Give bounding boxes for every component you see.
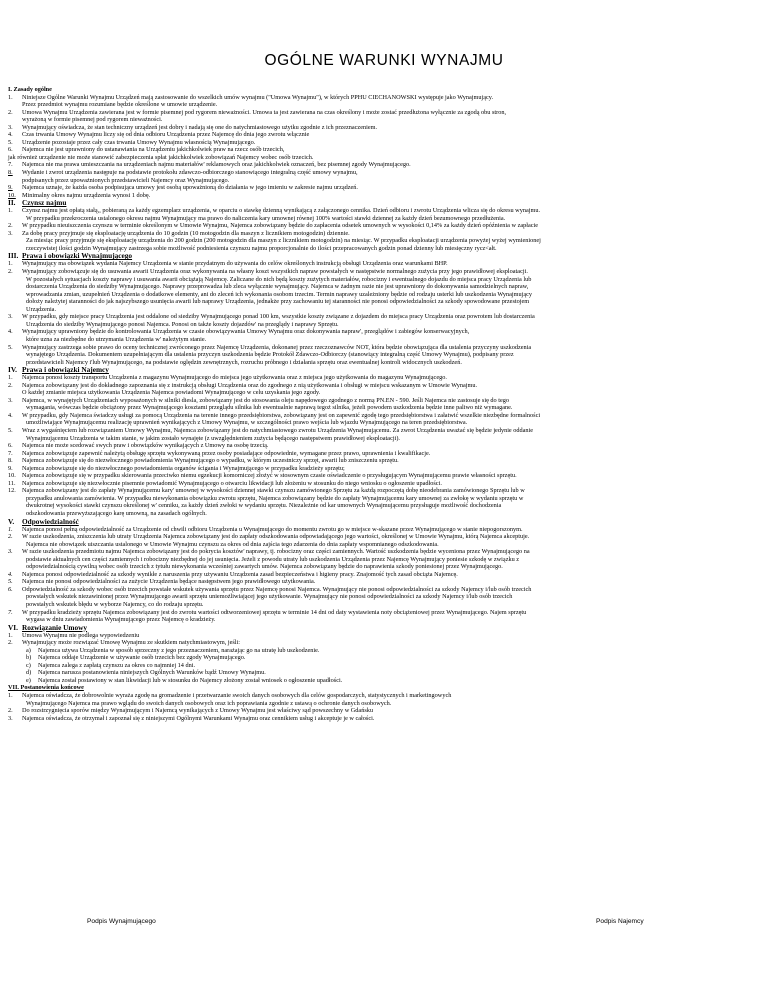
text-line bbox=[8, 177, 756, 185]
item-text: umożliwiające Wynajmującemu realizację uprawnień wynikających z Umowy Wynajmu, w szczególności prawo wejścia lub wjazdu Wynajmującego na teren przedsiębiorstwa. bbox=[26, 419, 468, 427]
text-line bbox=[8, 510, 756, 518]
text-line bbox=[8, 692, 756, 700]
text-line bbox=[8, 632, 756, 640]
section-heading: VII. Postanowienia końcowe bbox=[8, 684, 84, 692]
text-line bbox=[8, 647, 756, 655]
item-text: W przypadku, gdy miejsce pracy Urządzenia jest oddalone od siedziby Wynajmującego ponad 100 km, wszystkie koszty związane z dojazdem do miejsca pracy Urządzenia oraz powrotem lub dostarczenia bbox=[22, 313, 535, 321]
item-text: Niniejsze Ogólne Warunki Wynajmu Urządzeń mają zastosowanie do wszelkich umów wynajmu ("Umowa Wynajmu"), w których PPHU CIECHANOWSKI występuje jako Wynajmujący. bbox=[22, 93, 494, 101]
item-text: Najemca zalega z zapłatą czynszu za okres co najmniej 14 dni. bbox=[38, 661, 196, 669]
section-number: III. bbox=[8, 251, 19, 261]
text-line bbox=[8, 161, 756, 169]
text-line bbox=[8, 526, 756, 534]
item-text: Najemca zobowiązuje zapewnić należytą obsługę sprzętu wykonywaną przez osoby posiadające odpowiednie, wymagane przez prawo, uprawnienia i kwalifikacje. bbox=[22, 449, 431, 457]
section-heading: I. Zasady ogólne bbox=[8, 86, 52, 93]
text-line bbox=[8, 669, 756, 677]
text-line bbox=[8, 351, 756, 359]
item-text: Najemca nie ma prawa umieszczania na urządzeniach najmu materiałów' reklamowych oraz jakichkolwiek oznaczeń, bez pisemnej zgody Wynajmującego. bbox=[22, 161, 411, 169]
item-text: Najemca oddaje Urządzenie w używanie osób trzecich bez zgody Wynajmującego. bbox=[38, 654, 246, 662]
text-line bbox=[8, 366, 756, 374]
item-text: odszkodowania przewyższającego karę umowną, na zasadach ogólnych. bbox=[26, 509, 207, 517]
item-text: przedstawicieli Najemcy i'lub Wynajmującego, na podstawie oględzin zewnętrznych, rozruchu próbnego i działania sprzętu oraz ewentualnej kontroli widocznych uszkodzeń. bbox=[26, 358, 462, 366]
item-number: 3. bbox=[8, 229, 13, 237]
item-number: 2. bbox=[8, 707, 13, 715]
text-line bbox=[8, 480, 756, 488]
item-text: O każdej zmianie miejsca użytkowania Urządzenia Najemca powiadomi Wynajmującego w celu uzyskania jego zgody. bbox=[22, 389, 321, 397]
item-text: Urządzenie pozostaje przez cały czas trwania Umowy Wynajmu własnością Wynajmującego. bbox=[22, 138, 256, 146]
item-number: 9. bbox=[8, 184, 13, 192]
text-line bbox=[8, 199, 756, 207]
text-line bbox=[8, 450, 756, 458]
text-line bbox=[8, 487, 756, 495]
item-text: Wynajmujący zobowiązuje się do usuwania awarii Urządzenia oraz wykonywania na własny koszt wszystkich napraw powstałych w następstwie normalnego zużycia przy jego prawidłowej eksploatacji. bbox=[22, 268, 528, 276]
text-line bbox=[8, 556, 756, 564]
item-text: wymagania, wówczas będzie obciążony przez Wynajmującego kosztami przeglądu silnika lub ewentualnie naprawą tegoż silnika, jeżeli powodem uszkodzenia będzie inne paliwo niż wymagane. bbox=[26, 404, 513, 412]
text-line bbox=[8, 344, 756, 352]
item-text: powstałych wskutek niezawinionej przez Wynajmującego awarii sprzętu uniemożliwiającej jego użytkowanie. Wynajmujący nie ponosi odpowiedzialności za szkody Najemcy i/lub osób trzecich bbox=[26, 593, 513, 601]
text-line bbox=[8, 389, 756, 397]
text-line bbox=[8, 700, 756, 708]
item-number: 1. bbox=[8, 207, 13, 215]
section-number: II. bbox=[8, 198, 16, 208]
item-text: Czas trwania Umowy Wynajmu liczy się od dnia odbioru Urządzenia przez Najemcę do dnia jego zwrotu włącznie bbox=[22, 131, 310, 139]
item-number: 12. bbox=[8, 487, 16, 495]
item-number: 7. bbox=[8, 449, 13, 457]
item-text: Najemca został postawiony w stan likwidacji lub w stosunku do Najemcy złożony został wniosek o ogłoszenie upadłości. bbox=[38, 676, 343, 684]
item-number: 8. bbox=[8, 169, 13, 177]
text-line bbox=[8, 571, 756, 579]
item-number: 6. bbox=[8, 146, 13, 154]
text-line bbox=[8, 207, 756, 215]
text-line bbox=[8, 442, 756, 450]
section-title: Prawa i obowiązki Wynajmującego bbox=[22, 251, 133, 261]
text-line bbox=[8, 419, 756, 427]
item-number: 2. bbox=[8, 268, 13, 276]
text-line bbox=[8, 548, 756, 556]
text-line bbox=[8, 382, 756, 390]
item-text: Wynajmującemu Urządzenia w takim stanie, w jakim zostało wynajęte (z uwzględnieniem zużycia będącego następstwem prawidłowej eksploatacji). bbox=[26, 434, 400, 442]
item-text: Umowa Wynajmu nie podlega wypowiedzeniu bbox=[22, 631, 140, 639]
item-number: 8. bbox=[8, 457, 13, 465]
lessor-signature-label: Podpis Wynajmującego bbox=[87, 918, 156, 925]
item-text: Za dobę pracy przyjmuje się eksploatację urządzenia do 10 godzin (10 motogodzin dla maszyn z licznikiem motogodzin) dziennie. bbox=[22, 229, 350, 237]
item-number: 1. bbox=[8, 93, 13, 101]
text-line bbox=[8, 184, 756, 192]
text-line bbox=[8, 237, 756, 245]
item-number: 6. bbox=[8, 442, 13, 450]
text-line bbox=[8, 109, 756, 117]
document-title: OGÓLNE WARUNKI WYNAJMU bbox=[264, 52, 504, 69]
item-number: 5. bbox=[8, 138, 13, 146]
item-number: 2. bbox=[8, 222, 13, 230]
text-line bbox=[8, 684, 756, 692]
item-text: Najemca zobowiązany jest do dokładnego zapoznania się z instrukcją obsługi Urządzenia oraz do zgodnego z nią użytkowania i obsługi w miejscu wskazanym w Umowie Wynajmu. bbox=[22, 381, 478, 389]
text-line bbox=[8, 435, 756, 443]
item-text: dwukrotnej wysokości stawki czynszu określonej w' cenniku, za każdy dzień zwłoki w wydaniu sprzętu. Niezależnie od kar umownych Wynajmującemu przysługuje możliwość dochodzenia bbox=[26, 502, 502, 510]
text-line bbox=[8, 677, 756, 685]
item-number: 3. bbox=[8, 714, 13, 722]
text-line bbox=[8, 116, 756, 124]
item-number: 5. bbox=[8, 343, 13, 351]
item-text: które uzna za niezbędne do utrzymania Urządzenia w' należytym stanie. bbox=[26, 335, 207, 343]
item-text: W razie uszkodzenia, zniszczenia lub utraty Urządzenia Najemca zobowiązany jest do zapłaty odszkodowania odpowiadającego jego wartości, określonej w Umowie Wynajmu, którą Najemca akceptuje. bbox=[22, 533, 530, 541]
item-text: W pozostałych sytuacjach koszty naprawy i usuwania awarii obciążają Najemcę. Zaliczane do nich będą koszty zużytych materiałów, robocizny i ewentualnego dojazdu do miejsca pracy Urządzenia lub bbox=[26, 275, 532, 283]
text-line bbox=[8, 192, 756, 200]
text-line bbox=[8, 131, 756, 139]
text-line bbox=[8, 578, 756, 586]
item-text: Umowa Wynajmu Urządzenia zawierana jest w formie pisemnej pod rygorem nieważności. Umowa ta jest zawierana na czas określony i może zostać przedłużona wyłącznie za zgodą obu stron, bbox=[22, 108, 507, 116]
item-text: dołoży należytej staranności do jak najszybszego usunięcia awarii lub naprawy Urządzenia, jednakże przy zachowaniu tej staranności nie ponosi odpowiedzialności za szkody spowodowane przestojem bbox=[26, 298, 530, 306]
item-text: Najemca ponosi pełną odpowiedzialność za Urządzenie od chwili odbioru Urządzenia u Wynajmującego do momentu zwrotu go w miejsce w-skazane przez Wynajmującego w stanie niepogorszonym. bbox=[22, 525, 523, 533]
item-text: Wynajmujący zastrzega sobie prawo do oceny technicznej zwróconego przez Najemcę Urządzenia, dokonanej przez rzeczoznawców NOT, która będzie obowiązująca dla ustalenia przyczyny uszkodzenia bbox=[22, 343, 532, 351]
text-line bbox=[8, 465, 756, 473]
text-line bbox=[8, 662, 756, 670]
item-text: Najemca ponosi odpowiedzialność za szkody wynikłe z naruszenia przy używaniu Urządzenia zasad bezpieczeństwa i higieny pracy. Znajomość tych zasad obciąża Najemcę. bbox=[22, 570, 458, 578]
item-text: wygasa w dniu zawiadomienia Wynajmującego przez Najemcę o kradzieży. bbox=[26, 616, 216, 624]
section-number: V. bbox=[8, 516, 15, 526]
text-line bbox=[8, 495, 756, 503]
document-body bbox=[8, 86, 756, 722]
item-text: W razie uszkodzenia przedmiotu najmu Najemca zobowiązany jest do pokrycia kosztów' naprawy, tj. robocizny oraz części zamiennych. Wartość uszkodzenia będzie wyceniona przez Wynajmującego na bbox=[22, 548, 530, 556]
item-text: Najemca nie może scedować swych praw i obowiązków wynikających z Umowy na osobę trzecią. bbox=[22, 442, 269, 450]
text-line bbox=[8, 639, 756, 647]
text-line bbox=[8, 328, 756, 336]
item-text: Najemca zobowiązuje się do niezwłocznego powiadomienia organów ścigania i Wynajmującego w przypadku kradzieży sprzętu; bbox=[22, 464, 345, 472]
item-text: Najemca nie obowiązek uiszczania ustalonego w Umowie Wynajmu czynszu za okres od dnia zajścia tego zdarzenia do dnia zapłaty wspomnianego odszkodowania. bbox=[26, 540, 439, 548]
item-number: 3. bbox=[8, 548, 13, 556]
item-text: Najemca oświadcza, że dobrowolnie wyraża zgodę na gromadzenie i przetwarzanie swoich danych osobowych dla celów gospodarczych, statystycznych i marketingowych bbox=[22, 692, 452, 700]
item-text: podstawie aktualnych cen części zamiennych i robocizny niezbędnej do jej usunięcia. Jeżeli z powodu utraty lub uszkodzenia Urządzenia przez Najemcę Wynajmujący poniesie szkodę w związku z bbox=[26, 555, 520, 563]
item-text: dostarczenia Urządzenia do siedziby Wynajmującego. Naprawy przeprowadza lub zleca wyłącznie wynajmujący. Najemca w żadnym razie nie jest uprawniony do dokonywania samodzielnych napraw, bbox=[26, 283, 529, 291]
text-line bbox=[8, 359, 756, 367]
text-line bbox=[8, 268, 756, 276]
text-line bbox=[8, 336, 756, 344]
text-line bbox=[8, 154, 756, 162]
item-number: b) bbox=[26, 654, 32, 662]
text-line bbox=[8, 624, 756, 632]
text-line bbox=[8, 533, 756, 541]
text-line bbox=[8, 609, 756, 617]
item-number: 3. bbox=[8, 396, 13, 404]
item-number: 5. bbox=[8, 426, 13, 434]
item-text: W przypadku przekroczenia ustalonego okresu najmu Wynajmujący ma prawo do naliczenia kary umownej równej 100% wartości stawki dziennej za każdy dzień bezumownego przedłużenia. bbox=[26, 214, 506, 222]
item-text: wyrażoną w formie pisemnej pod rygorem nieważności. bbox=[22, 116, 163, 124]
item-number: 1. bbox=[8, 374, 13, 382]
item-text: Minimalny okres najmu urządzenia wynosi 1 dobę. bbox=[22, 191, 151, 199]
item-number: 9. bbox=[8, 464, 13, 472]
text-line bbox=[8, 146, 756, 154]
item-text: Najemca zobowiązany jest do zapłaty Wynajmującemu kary' umownej w wysokości dziennej stawki czynszu zamówionego Sprzętu za każdą rozpoczętą dobę nieodebrania zamówionego Sprzętu lub w bbox=[22, 487, 525, 495]
item-text: powstałych wskutek błędu w wyborze Najemcy, co do rodzaju sprzętu. bbox=[26, 601, 204, 608]
text-line bbox=[8, 563, 756, 571]
item-number: 2. bbox=[8, 533, 13, 541]
section-number: VI. bbox=[8, 622, 18, 632]
item-number: 4. bbox=[8, 328, 13, 336]
item-number: 3. bbox=[8, 313, 13, 321]
text-line bbox=[8, 169, 756, 177]
item-text: Wynajmującego Najemca ma prawo wglądu do swoich danych osobowych oraz ich poprawiania zgodnie z ustawą o ochronie danych osobowych. bbox=[26, 699, 392, 707]
item-text: Do rozstrzygnięcia sporów między Wynajmującym i Najemcą wynikających z Umowy Wynajmu jest właściwy sąd powszechny w Gdańsku bbox=[22, 707, 374, 715]
item-number: a) bbox=[26, 646, 31, 654]
item-text: Najemca ponosi koszty transportu Urządzenia z magazynu Wynajmującego do miejsca jego użytkowania oraz z miejsca jego użytkowania do magazynu Wynajmującego. bbox=[22, 374, 447, 382]
text-line bbox=[8, 412, 756, 420]
item-number: e) bbox=[26, 676, 31, 684]
item-number: 7. bbox=[8, 608, 13, 616]
text-line bbox=[8, 94, 756, 102]
item-number: 4. bbox=[8, 411, 13, 419]
text-line bbox=[8, 260, 756, 268]
item-text: wynajętego Urządzenia. Dokumentem uzupełniającym dla ustalenia przyczyn uszkodzenia będzie Protokół Zdawczo-Odbiorczy (stanowiący integralną część Umowy Wynajmu), podpisany przez bbox=[26, 351, 514, 359]
item-text: Najemca uznaje, że każda osoba podpisująca umowy jest osobą upoważnioną do działania w jego imieniu w zakresie najmu urządzeń. bbox=[22, 184, 358, 192]
text-line bbox=[8, 291, 756, 299]
item-number: 1. bbox=[8, 260, 13, 268]
item-number: 10. bbox=[8, 191, 16, 199]
item-number: 2. bbox=[8, 381, 13, 389]
section-title: Czynsz najmu bbox=[22, 198, 67, 208]
item-text: Najemca narusza postanowienia niniejszych Ogólnych Warunków bądź Umowy Wynajmu. bbox=[38, 669, 266, 677]
text-line bbox=[8, 541, 756, 549]
item-text: Najemca nie jest uprawniony do ustanawiania na Urządzeniu jakichkolwiek praw na rzecz osób trzecich, bbox=[22, 146, 285, 154]
section-title: Prawa i obowiązki Najemcy bbox=[22, 365, 109, 375]
item-number: 5. bbox=[8, 578, 13, 586]
item-text: Najemca używa Urządzenia w sposób sprzeczny z jego przeznaczeniem, narażając go na utratę lub uszkodzenie. bbox=[38, 646, 320, 654]
item-text: Najemca oświadcza, że otrzymał i zapoznał się z niniejszymi Ogólnymi Warunkami Wynajmu oraz cennikiem usług i akceptuje je w całości. bbox=[22, 714, 375, 722]
text-line bbox=[8, 593, 756, 601]
section-title: Odpowiedzialność bbox=[22, 516, 79, 526]
item-number: 2. bbox=[8, 639, 13, 647]
text-line bbox=[8, 306, 756, 314]
item-text: Czynsz najmu jest opłatą stałą,, pobieraną za każdy egzemplarz urządzenia, w oparciu o stawkę dzienną wynikającą z załączonego cennika. Dzień odbioru i zwrotu Urządzenia wlicza się do okresu wynajmu. bbox=[22, 207, 541, 215]
item-number: 11. bbox=[8, 479, 16, 487]
item-text: W przypadku, gdy Najemca świadczy usługi za pomocą Urządzenia na terenie innego przedsiębiorstwa, zobowiązany jest on zapewnić zgodę tego przedsiębiorstwa i załatwić wszelkie niezbędne formalności bbox=[22, 411, 541, 419]
section-title: Rozwiązanie Umowy bbox=[22, 622, 88, 632]
item-number: 2. bbox=[8, 108, 13, 116]
item-text: W przypadku nieuiszczenia czynszu w terminie określonym w Umowie Wynajmu, Najemca zobowiązany będzie do zapłacenia odsetek umownych w wysokości 0,14% za każdy dzień opóźnienia w zapłacie bbox=[22, 222, 539, 230]
text-line bbox=[8, 457, 756, 465]
text-line bbox=[8, 472, 756, 480]
text-line bbox=[8, 601, 756, 609]
item-text: Najemca nie ponosi odpowiedzialności za zużycie Urządzenia będące następstwem jego prawidłowego użytkowania. bbox=[22, 578, 316, 586]
text-line bbox=[8, 707, 756, 715]
item-text: Odpowiedzialność za szkody wobec osób trzecich powstałe wskutek używania sprzętu przez Najemcę ponosi Najemca. Wynajmujący nie ponosi odpowiedzialności za szkody Najemcy i/lub osób trzecich bbox=[22, 585, 532, 593]
text-line bbox=[8, 139, 756, 147]
text-line bbox=[8, 101, 756, 109]
text-line bbox=[8, 252, 756, 260]
item-text: Najemca zobowiązuje się w przypadku skierowania przeciwko niemu egzekucji komorniczej złożyć w stosownym czasie oświadczenie o przysługującym Wynajmującemu prawie własności sprzętu. bbox=[22, 472, 517, 480]
text-line bbox=[8, 124, 756, 132]
item-text: Wynajmujący uprawniony będzie do kontrolowania Urządzenia w czasie obowiązywania Umowy Wynajmu oraz dokonywania napraw', przeglądów i zabiegów konserwacyjnych, bbox=[22, 328, 470, 336]
text-line bbox=[8, 86, 756, 94]
item-text: Wynajmujący oświadcza, że stan techniczny urządzeń jest dobry i nadają się one do natychmiastowego użytku zgodnie z ich przeznaczeniem. bbox=[22, 123, 378, 131]
item-number: 6. bbox=[8, 585, 13, 593]
item-text: Najemca, w wynajętych Urządzeniach wyposażonych w silniki diesla, zobowiązany jest do stosowania oleju napędowego zgodnego z normą PN.EN - 590. Jeśli Najemca nie zastosuje się do tego bbox=[22, 396, 510, 404]
text-line bbox=[8, 715, 756, 723]
item-text: Przez przedmiot wynajmu rozumiane będzie określone w umowie urządzenie. bbox=[22, 101, 218, 109]
item-number: 4. bbox=[8, 570, 13, 578]
text-line bbox=[8, 427, 756, 435]
item-number: 1. bbox=[8, 692, 13, 700]
text-line bbox=[8, 502, 756, 510]
item-number: d) bbox=[26, 669, 32, 677]
text-line bbox=[8, 276, 756, 284]
lessee-signature-label: Podpis Najemcy bbox=[596, 918, 644, 925]
item-text: Za miesiąc pracy przyjmuje się eksploatację urządzenia do 200 godzin (200 motogodzin dla maszyn z licznikiem motogodzin) na miesiąc. W przypadku eksploatacji urządzenia powyżej wyżej wymienionej bbox=[26, 237, 541, 245]
text-line bbox=[8, 313, 756, 321]
item-text: Najemca zobowiązuje się niezwłocznie pisemnie powiadomić Wynajmującego o otwarciu likwidacji lub złożeniu w stosunku do niego wniosku o ogłoszenie upadłości. bbox=[22, 479, 442, 487]
text-line bbox=[8, 222, 756, 230]
item-text: wprowadzania zmian, uzupełnień Urządzenia o dodatkowe elementy, ani do zleceń ich wykonania osobom trzecim. Termin naprawy uzależniony będzie od rodzaju usterki lub uszkodzenia Wynajmujący bbox=[26, 290, 533, 298]
item-number: 1. bbox=[8, 631, 13, 639]
item-number: 1. bbox=[8, 525, 13, 533]
item-text: Wynajmujący może rozwiązać Umowę Wynajmu ze skutkiem natychmiastowym, jeśli: bbox=[22, 639, 240, 647]
text-line bbox=[8, 215, 756, 223]
text-line bbox=[8, 654, 756, 662]
item-text: W przypadku kradzieży sprzętu Najemca zobowiązany jest do zwrotu wartości odtworzeniowej sprzętu w terminie 14 dni od daty wystawienia noty obciążeniowej przez Wynajmującego. Najem sprzętu bbox=[22, 608, 527, 616]
text-line bbox=[8, 283, 756, 291]
text-line bbox=[8, 586, 756, 594]
text-line bbox=[8, 404, 756, 412]
text-line bbox=[8, 518, 756, 526]
item-text: Najemca zobowiązuje się do niezwłocznego powiadomienia Wynajmującego o wypadku, w którym uczestniczy sprzęt, awarii lub zniszczeniu sprzętu. bbox=[22, 457, 399, 465]
section-number: IV. bbox=[8, 365, 17, 375]
item-text: Wraz z wygaśnięciem lub rozwiązaniem Umowy Wynajmu, Najemca zobowiązany jest do natychmiastowego zwrotu Urządzenia Wynajmującemu. Za zwrot Urządzenia uważać się będzie jedynie oddanie bbox=[22, 426, 534, 434]
item-text: jak również urządzenie nie może stanowić zabezpieczenia spłat jakichkolwiek zobowiązań Najemcy wobec osób trzecich. bbox=[8, 153, 314, 161]
text-line bbox=[8, 616, 756, 624]
item-number: 3. bbox=[8, 123, 13, 131]
item-text: Urządzenia do siedziby Wynajmującego ponosi Najemca. Ponosi on także koszty dojazdów' na przeglądy i naprawy Sprzętu. bbox=[26, 320, 339, 328]
item-number: c) bbox=[26, 661, 31, 669]
item-text: przypadku anulowania zamówienia. W przypadku niewykonania obowiązku zwrotu sprzętu, Najemca zobowiązany będzie do zapłaty Wynajmującemu kary umownej za zwłokę w wydaniu sprzętu w bbox=[26, 494, 524, 502]
item-text: Wydanie i zwrot urządzenia następuje na podstawie protokołu zdawczo-odbiorczego stanowiącego integralną część umowy wynajmu, bbox=[22, 169, 358, 177]
item-text: odpowiedzialnością cywilną wobec osób trzecich z tytułu niewykonania wcześniej zawartych umów. Najemca zobowiązany będzie do naprawienia szkody poniesionej przez Wynajmującego. bbox=[26, 563, 503, 571]
item-text: Wynajmujący ma obowiązek wydania Najemcy Urządzenia w stanie przydatnym do używania do celów określonych instrukcją obsługi Urządzenia oraz warunkami BHP. bbox=[22, 260, 448, 268]
item-text: Urządzenia. bbox=[26, 305, 57, 313]
text-line bbox=[8, 374, 756, 382]
item-text: rzeczywistej ilości godzin Wynajmujący zastrzega sobie możliwość podniesienia czynszu najmu proporcjonalnie do ilości przepracowanych godzin ponad dzienny lub miesięczny rycz<ałt. bbox=[26, 244, 497, 252]
item-number: 10. bbox=[8, 472, 16, 480]
text-line bbox=[8, 397, 756, 405]
text-line bbox=[8, 298, 756, 306]
text-line bbox=[8, 321, 756, 329]
item-number: 7. bbox=[8, 161, 13, 169]
item-number: 4. bbox=[8, 131, 13, 139]
item-text: podpisanych przez upoważnionych przedstawicieli Najemcy oraz Wynajmującego. bbox=[22, 176, 230, 184]
text-line bbox=[8, 230, 756, 238]
